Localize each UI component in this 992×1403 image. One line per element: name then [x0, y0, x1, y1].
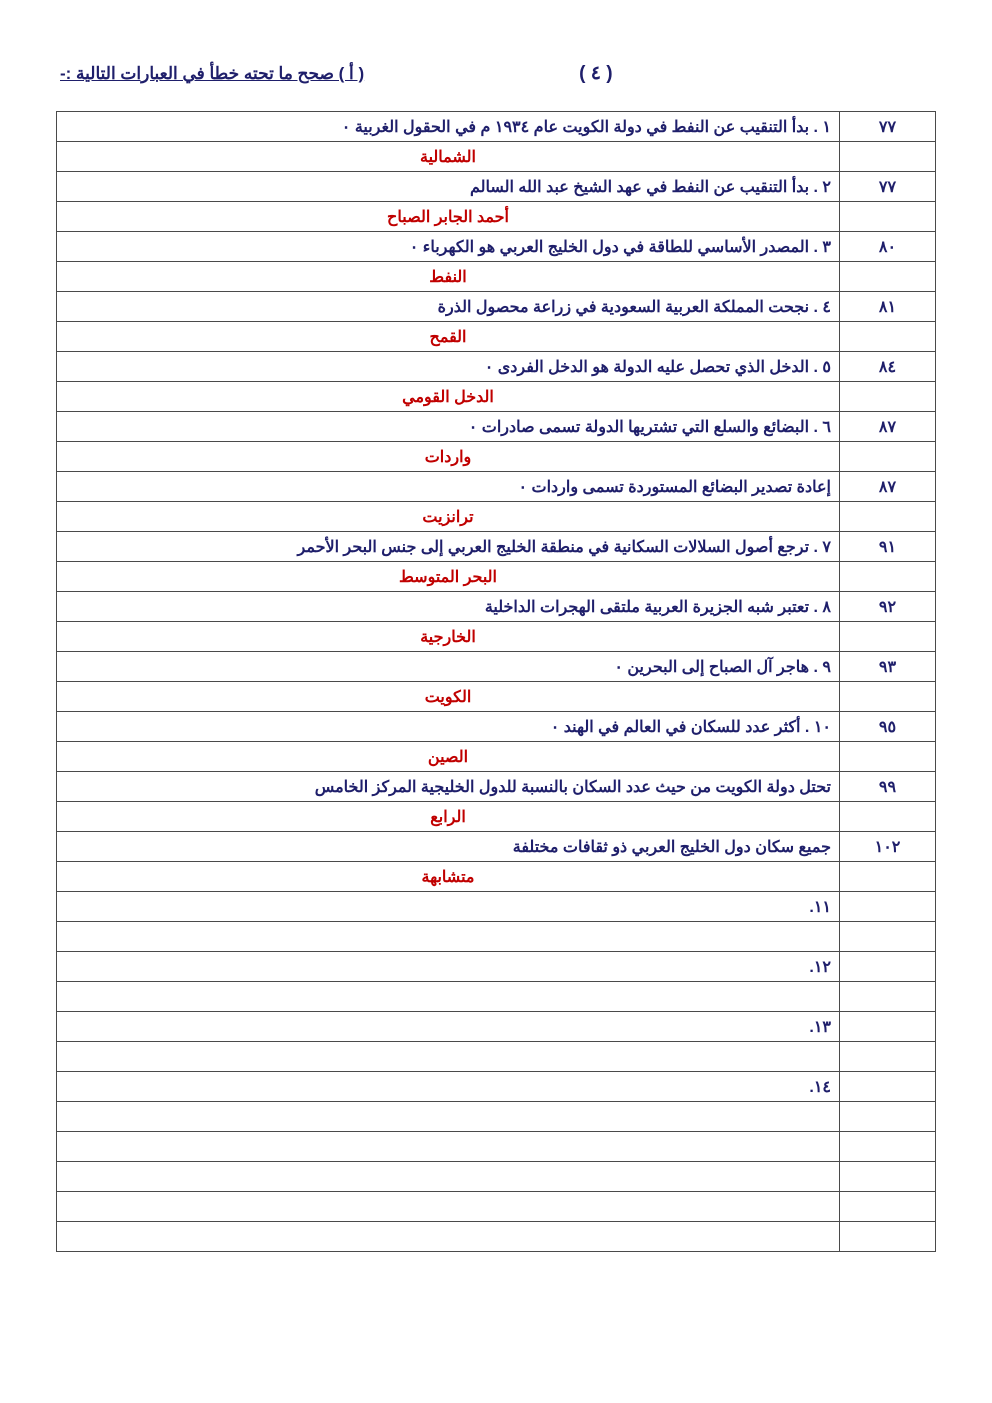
statement-cell: ٥ . الدخل الذي تحصل عليه الدولة هو الدخل الفردى ٠ — [57, 352, 840, 382]
answer-row — [57, 142, 936, 172]
answer-row — [57, 862, 936, 892]
answer-row — [57, 322, 936, 352]
page-number-cell: ٩١ — [840, 532, 936, 562]
page-number-spacer — [840, 1042, 936, 1072]
page-number-cell — [840, 1192, 936, 1222]
statement-cell: ٣ . المصدر الأساسي للطاقة في دول الخليج العربي هو الكهرباء ٠ — [57, 232, 840, 262]
answer-cell: الصين — [57, 742, 840, 772]
table-row — [57, 892, 936, 922]
answer-cell: الدخل القومي — [57, 382, 840, 412]
statement-cell: ١٤. — [57, 1072, 840, 1102]
corrections-table — [56, 111, 936, 1252]
answer-cell: الخارجية — [57, 622, 840, 652]
page-number-spacer — [840, 862, 936, 892]
answer-row — [57, 442, 936, 472]
answer-row — [57, 1222, 936, 1252]
answer-cell — [57, 1102, 840, 1132]
statement-cell — [57, 1192, 840, 1222]
page-number-cell: ٧٧ — [840, 112, 936, 142]
statement-cell: ١١. — [57, 892, 840, 922]
answer-cell: متشابهة — [57, 862, 840, 892]
mark-value: ( ٤ ) — [579, 63, 613, 84]
table-row — [57, 292, 936, 322]
answer-cell: أحمد الجابر الصباح — [57, 202, 840, 232]
page-number-cell: ٩٢ — [840, 592, 936, 622]
answer-cell: واردات — [57, 442, 840, 472]
page-number-spacer — [840, 202, 936, 232]
table-row — [57, 412, 936, 442]
answer-cell — [57, 1162, 840, 1192]
page-number-spacer — [840, 682, 936, 712]
answer-row — [57, 682, 936, 712]
statement-cell: ٦ . البضائع والسلع التي تشتريها الدولة تسمى صادرات ٠ — [57, 412, 840, 442]
page-number-cell: ٨٤ — [840, 352, 936, 382]
statement-cell: ١٢. — [57, 952, 840, 982]
table-row — [57, 832, 936, 862]
statement-cell: ٨ . تعتبر شبه الجزيرة العربية ملتقى الهجرات الداخلية — [57, 592, 840, 622]
page-number-spacer — [840, 1222, 936, 1252]
answer-row — [57, 502, 936, 532]
page-number-spacer — [840, 622, 936, 652]
answer-row — [57, 202, 936, 232]
answer-row — [57, 742, 936, 772]
statement-cell: ١ . بدأ التنقيب عن النفط في دولة الكويت عام ١٩٣٤ م في الحقول الغربية ٠ — [57, 112, 840, 142]
page-number-cell: ٩٥ — [840, 712, 936, 742]
page-number-spacer — [840, 922, 936, 952]
answer-cell: الشمالية — [57, 142, 840, 172]
table-row — [57, 952, 936, 982]
page-number-cell — [840, 1132, 936, 1162]
table-row — [57, 1072, 936, 1102]
page-number-spacer — [840, 322, 936, 352]
page-number-cell: ٨٧ — [840, 472, 936, 502]
page-number-spacer — [840, 802, 936, 832]
answer-cell: الرابع — [57, 802, 840, 832]
statement-cell: ٢ . بدأ التنقيب عن النفط في عهد الشيخ عبد الله السالم — [57, 172, 840, 202]
statement-cell: ١٣. — [57, 1012, 840, 1042]
table-row — [57, 772, 936, 802]
table-row — [57, 592, 936, 622]
statement-cell: تحتل دولة الكويت من حيث عدد السكان بالنسبة للدول الخليجية المركز الخامس — [57, 772, 840, 802]
table-row — [57, 352, 936, 382]
page-number-spacer — [840, 1102, 936, 1132]
statement-cell: ٩ . هاجر آل الصباح إلى البحرين ٠ — [57, 652, 840, 682]
page-number-spacer — [840, 742, 936, 772]
page-number-spacer — [840, 262, 936, 292]
answer-row — [57, 622, 936, 652]
answer-cell: الكويت — [57, 682, 840, 712]
table-body — [57, 112, 936, 1252]
page-number-cell: ٨٧ — [840, 412, 936, 442]
statement-cell: إعادة تصدير البضائع المستوردة تسمى واردات ٠ — [57, 472, 840, 502]
table-row — [57, 112, 936, 142]
answer-row — [57, 982, 936, 1012]
page-number-cell: ٨١ — [840, 292, 936, 322]
answer-cell — [57, 922, 840, 952]
answer-row — [57, 802, 936, 832]
page-number-cell: ١٠٢ — [840, 832, 936, 862]
page-number-cell — [840, 952, 936, 982]
table-row — [57, 472, 936, 502]
answer-cell: البحر المتوسط — [57, 562, 840, 592]
statement-cell: جميع سكان دول الخليج العربي ذو ثقافات مختلفة — [57, 832, 840, 862]
table-row — [57, 1132, 936, 1162]
answer-row — [57, 922, 936, 952]
answer-cell — [57, 1042, 840, 1072]
answer-row — [57, 382, 936, 412]
page-number-spacer — [840, 142, 936, 172]
statement-cell — [57, 1132, 840, 1162]
answer-cell — [57, 982, 840, 1012]
page-number-cell: ٧٧ — [840, 172, 936, 202]
page-number-cell — [840, 1072, 936, 1102]
page-number-cell: ٩٩ — [840, 772, 936, 802]
statement-cell: ٤ . نجحت المملكة العربية السعودية في زراعة محصول الذرة — [57, 292, 840, 322]
page-number-spacer — [840, 382, 936, 412]
statement-cell: ٧ . ترجع أصول السلالات السكانية في منطقة الخليج العربي إلى جنس البحر الأحمر — [57, 532, 840, 562]
page-number-cell — [840, 892, 936, 922]
table-row — [57, 652, 936, 682]
page-number-cell — [840, 1012, 936, 1042]
page-number-cell: ٩٣ — [840, 652, 936, 682]
answer-row — [57, 262, 936, 292]
page-header — [0, 0, 992, 85]
answer-row — [57, 1042, 936, 1072]
table-row — [57, 1192, 936, 1222]
table-row — [57, 532, 936, 562]
statement-cell: ١٠ . أكثر عدد للسكان في العالم في الهند ٠ — [57, 712, 840, 742]
page-number-spacer — [840, 442, 936, 472]
answer-cell — [57, 1222, 840, 1252]
table-row — [57, 1012, 936, 1042]
table-row — [57, 232, 936, 262]
page-number-spacer — [840, 982, 936, 1012]
answer-cell: النفط — [57, 262, 840, 292]
page-title: ( أ ) صحح ما تحته خطأ في العبارات التالية :- — [60, 64, 365, 83]
page-number-spacer — [840, 502, 936, 532]
page-number-spacer — [840, 562, 936, 592]
page-number-cell: ٨٠ — [840, 232, 936, 262]
answer-cell: القمح — [57, 322, 840, 352]
page-number-spacer — [840, 1162, 936, 1192]
answer-cell: ترانزيت — [57, 502, 840, 532]
table-row — [57, 172, 936, 202]
table-row — [57, 712, 936, 742]
answer-row — [57, 562, 936, 592]
answer-row — [57, 1102, 936, 1132]
answer-row — [57, 1162, 936, 1192]
